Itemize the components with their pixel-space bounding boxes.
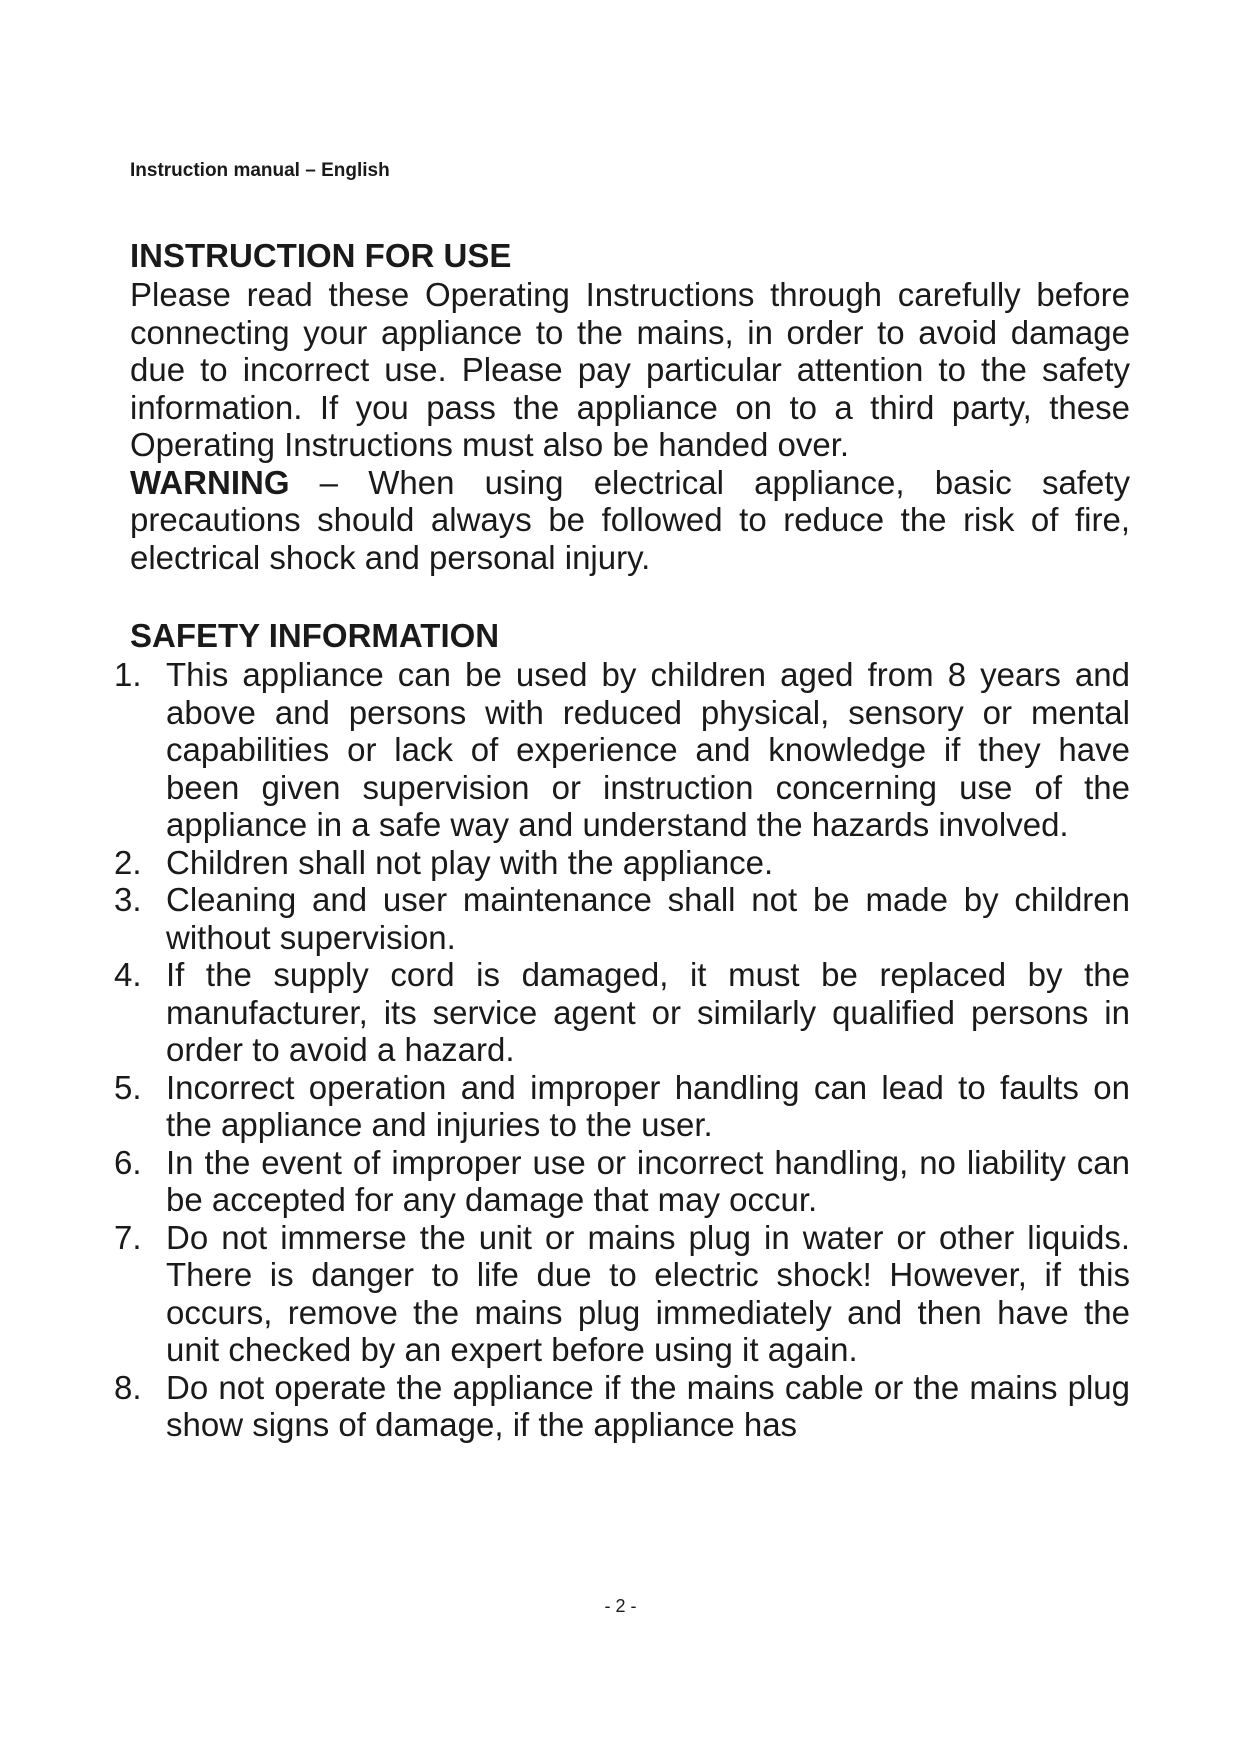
warning-label: WARNING [130, 463, 290, 501]
list-item-text: Children shall not play with the appliance. [166, 843, 774, 881]
list-item-number: 6. [114, 1143, 142, 1181]
list-item-number: 7. [114, 1218, 142, 1256]
list-item [114, 843, 1130, 882]
list-item-text: In the event of improper use or incorrect handling, no liability can be accepted for any damage that may occur. [166, 1143, 1130, 1218]
list-item [114, 1218, 1130, 1369]
list-item-text: Cleaning and user maintenance shall not be made by children without supervision. [166, 881, 1130, 956]
list-item [114, 656, 1130, 844]
list-item-number: 5. [114, 1068, 142, 1106]
list-item-text: If the supply cord is damaged, it must be replaced by the manufacturer, its service agent or similarly qualified persons in order to avoid a hazard. [166, 956, 1130, 1068]
list-item-number: 8. [114, 1368, 142, 1406]
instruction-intro-paragraph: Please read these Operating Instructions through carefully before connecting your appliance to the mains, in order to avoid damage due to incorrect use. Please pay particular attention to the safety information. If you pass the appliance on to a third party, these Operating Instructions must also be handed over. [130, 276, 1130, 463]
instruction-section-title: INSTRUCTION FOR USE [130, 237, 512, 274]
list-item-number: 2. [114, 843, 142, 881]
list-item [114, 1068, 1130, 1144]
list-item [114, 1143, 1130, 1219]
warning-paragraph [130, 464, 1130, 577]
list-item-number: 1. [114, 656, 142, 693]
list-item-number: 4. [114, 956, 142, 993]
list-item-text: This appliance can be used by children aged from 8 years and above and persons with reduced physical, sensory or mental capabilities or lack of experience and knowledge if they have been given supervision or instruction concerning use of the appliance in a safe way and understand the hazards involved. [166, 656, 1130, 843]
list-item [114, 1368, 1130, 1444]
list-item [114, 881, 1130, 956]
list-item-number: 3. [114, 881, 142, 918]
list-item-text: Incorrect operation and improper handling can lead to faults on the appliance and injuries to the user. [166, 1068, 1130, 1143]
page-content [114, 236, 1130, 1444]
list-item [114, 956, 1130, 1069]
list-item-text: Do not immerse the unit or mains plug in water or other liquids. There is danger to life due to electric shock! However, if this occurs, remove the mains plug immediately and then have the unit checked by an expert before using it again. [166, 1218, 1130, 1368]
section-spacer [130, 576, 1130, 616]
warning-text: – When using electrical appliance, basic safety precautions should always be followed to reduce the risk of fire, electrical shock and personal injury. [130, 463, 1130, 576]
running-header: Instruction manual – English [130, 160, 390, 181]
page-number: - 2 - [604, 1596, 637, 1616]
safety-list [114, 656, 1130, 1444]
list-item-text: Do not operate the appliance if the mains cable or the mains plug show signs of damage, if the appliance has [166, 1368, 1130, 1443]
safety-section-title: SAFETY INFORMATION [130, 617, 500, 654]
